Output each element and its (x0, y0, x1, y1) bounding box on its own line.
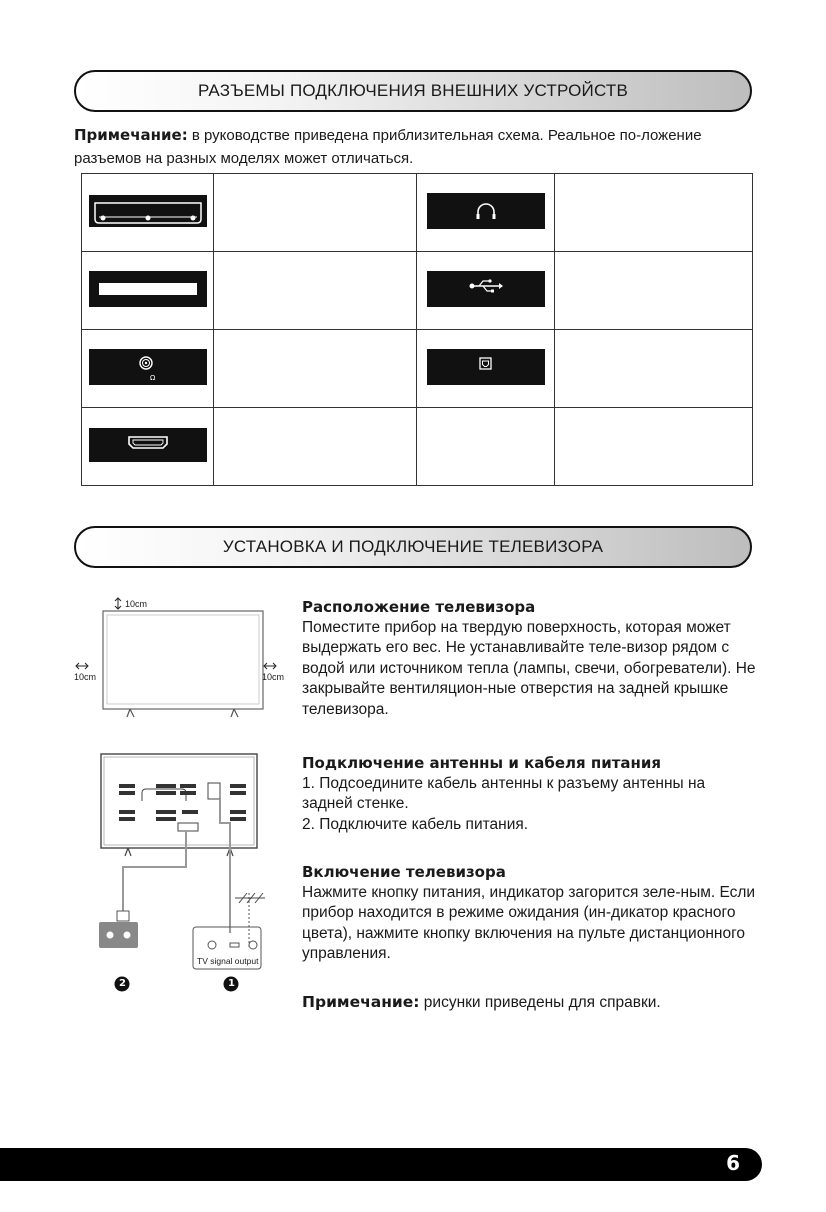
antenna-step-marker: 1 (228, 978, 235, 989)
port-icon-cell (417, 174, 555, 252)
ports-note (74, 124, 752, 170)
port-label-cell (214, 330, 417, 408)
port-label-cell (214, 252, 417, 330)
section-title-installation (74, 526, 752, 568)
page-footer-bar (0, 1148, 762, 1181)
usb-icon (427, 271, 545, 307)
port-icon-cell (82, 174, 214, 252)
port-icon-cell (417, 330, 555, 408)
figure-note-label: Примечание: (302, 993, 420, 1011)
antenna-section (302, 753, 758, 835)
port-label-cell (555, 174, 753, 252)
port-icon-cell (417, 252, 555, 330)
tv-front-illustration (74, 596, 294, 726)
page-number: 6 (726, 1151, 740, 1175)
ports-table (81, 173, 753, 486)
tv-clearance-figure (74, 596, 294, 726)
port-label-cell (555, 252, 753, 330)
port-label-cell (214, 174, 417, 252)
power-on-heading: Включение телевизора (302, 863, 506, 881)
antenna-step-1: 1. Подсоедините кабель антенны к разъему антенны на задней стенке. (302, 774, 706, 812)
headphones-icon (427, 193, 545, 229)
table-row (82, 330, 753, 408)
table-row (82, 408, 753, 486)
section-title-installation-text: УСТАНОВКА И ПОДКЛЮЧЕНИЕ ТЕЛЕВИЗОРА (222, 537, 604, 556)
antenna-step-2: 2. Подключите кабель питания. (302, 815, 529, 833)
power-step-marker: 2 (119, 978, 126, 989)
port-label-cell (214, 408, 417, 486)
tv-connection-figure (90, 753, 280, 998)
power-on-section (302, 862, 758, 965)
placement-heading: Расположение телевизора (302, 598, 536, 616)
top-gap-label: 10cm (125, 599, 148, 609)
placement-text: Поместите прибор на твердую поверхность, которая может выдержать его вес. Не устанавливайте теле-визор рядом с водой или источником тепла (лампы, свечи, обогреватели). Не закрывайте вентиляцион-ные отверстия на задней крышке телевизора. (302, 618, 756, 718)
component-ports-icon (89, 195, 207, 227)
port-label-cell (555, 330, 753, 408)
section-title-ports-text: РАЗЪЕМЫ ПОДКЛЮЧЕНИЯ ВНЕШНИХ УСТРОЙСТВ (198, 81, 628, 100)
port-icon-cell (82, 252, 214, 330)
right-gap-label: 10cm (262, 672, 285, 682)
power-on-text: Нажмите кнопку питания, индикатор загорится зеле-ным. Если прибор находится в режиме ожидания (ин-дикатор красного цвета), нажмите кнопку включения на пульте дистанционного управления. (302, 883, 756, 962)
port-icon-cell (82, 330, 214, 408)
port-icon-cell (417, 408, 555, 486)
table-row (82, 174, 753, 252)
scart-port-icon (89, 271, 207, 307)
note-text: в руководстве приведена приблизительная схема. Реальное по-ложение разъемов на разных моделях может отличаться. (74, 127, 702, 167)
note-label: Примечание: (74, 126, 188, 144)
svg-text:Ω: Ω (149, 373, 155, 382)
antenna-port-icon (89, 349, 207, 385)
figure-note (302, 992, 758, 1014)
placement-section (302, 597, 758, 720)
port-icon-cell (82, 408, 214, 486)
optical-port-icon (427, 349, 545, 385)
left-gap-label: 10cm (74, 672, 97, 682)
table-row (82, 252, 753, 330)
section-title-ports (74, 70, 752, 112)
hdmi-port-icon (89, 428, 207, 462)
port-label-cell (555, 408, 753, 486)
antenna-heading: Подключение антенны и кабеля питания (302, 754, 662, 772)
figure-note-text: рисунки приведены для справки. (419, 994, 661, 1011)
tv-signal-output-label: TV signal output (197, 956, 259, 966)
